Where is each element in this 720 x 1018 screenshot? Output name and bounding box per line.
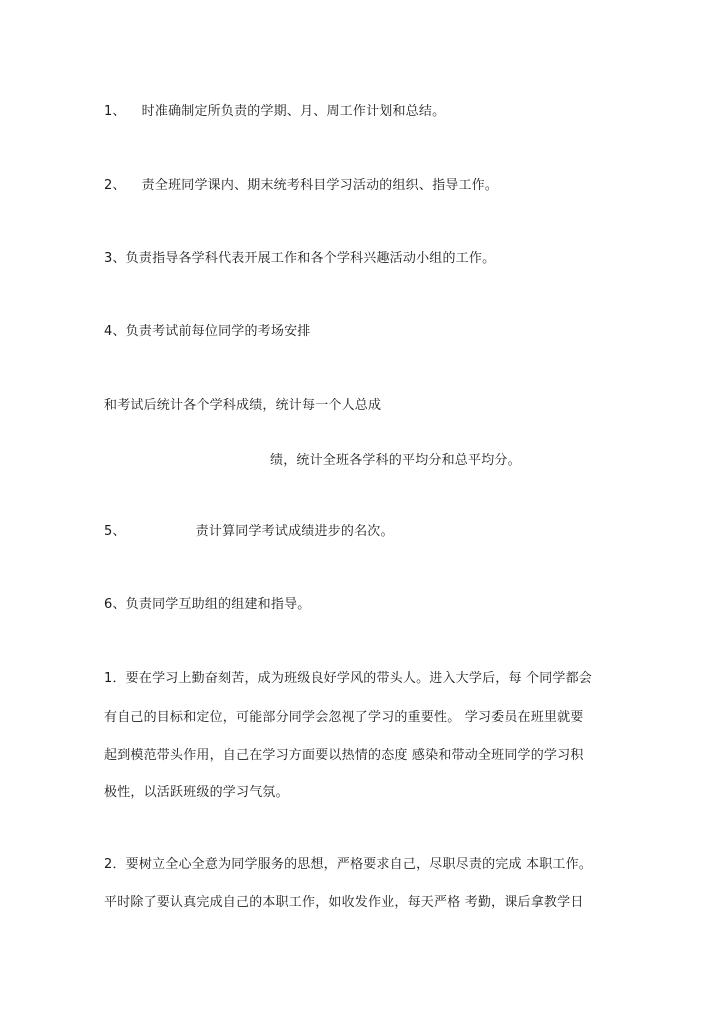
duty-item-6: 6、负责同学互助组的组建和指导。 — [104, 597, 311, 612]
duty-item-4: 4、负责考试前每位同学的考场安排 — [104, 324, 311, 339]
duty-item-2-text: 责全班同学课内、期末统考科目学习活动的组织、指导工作。 — [141, 178, 499, 193]
paragraph-1-line-3: 起到模范带头作用，自己在学习方面要以热情的态度 感染和带动全班同学的学习积 — [104, 748, 584, 763]
paragraph-1-line-4: 极性，以活跃班级的学习气氛。 — [104, 785, 289, 800]
paragraph-2-line-2: 平时除了要认真完成自己的本职工作，如收发作业，每天严格 考勤，课后拿教学日 — [104, 895, 584, 910]
duty-item-3: 3、负责指导各学科代表开展工作和各个学科兴趣活动小组的工作。 — [104, 251, 496, 266]
paragraph-2-line-1: 2．要树立全心全意为同学服务的思想，严格要求自己，尽职尽责的完成 本职工作。 — [104, 857, 593, 872]
duty-item-4-continued-2: 绩，统计全班各学科的平均分和总平均分。 — [270, 453, 521, 468]
paragraph-1-line-1: 1．要在学习上勤奋刻苦，成为班级良好学风的带头人。进入大学后，每 个同学都会 — [104, 671, 593, 686]
paragraph-1-line-2: 有自己的目标和定位，可能部分同学会忽视了学习的重要性。 学习委员在班里就要 — [104, 710, 584, 725]
duty-item-5-number: 5、 — [104, 524, 126, 539]
duty-item-4-continued: 和考试后统计各个学科成绩，统计每一个人总成 — [104, 398, 382, 413]
duty-item-5-text: 责计算同学考试成绩进步的名次。 — [195, 524, 394, 539]
duty-item-2-number: 2、 — [104, 178, 126, 193]
duty-item-2 — [104, 177, 498, 195]
duty-item-5 — [104, 523, 394, 541]
duty-item-1 — [104, 103, 445, 121]
duty-item-1-number: 1、 — [104, 104, 126, 119]
duty-item-1-text: 时准确制定所负责的学期、月、周工作计划和总结。 — [141, 104, 446, 119]
